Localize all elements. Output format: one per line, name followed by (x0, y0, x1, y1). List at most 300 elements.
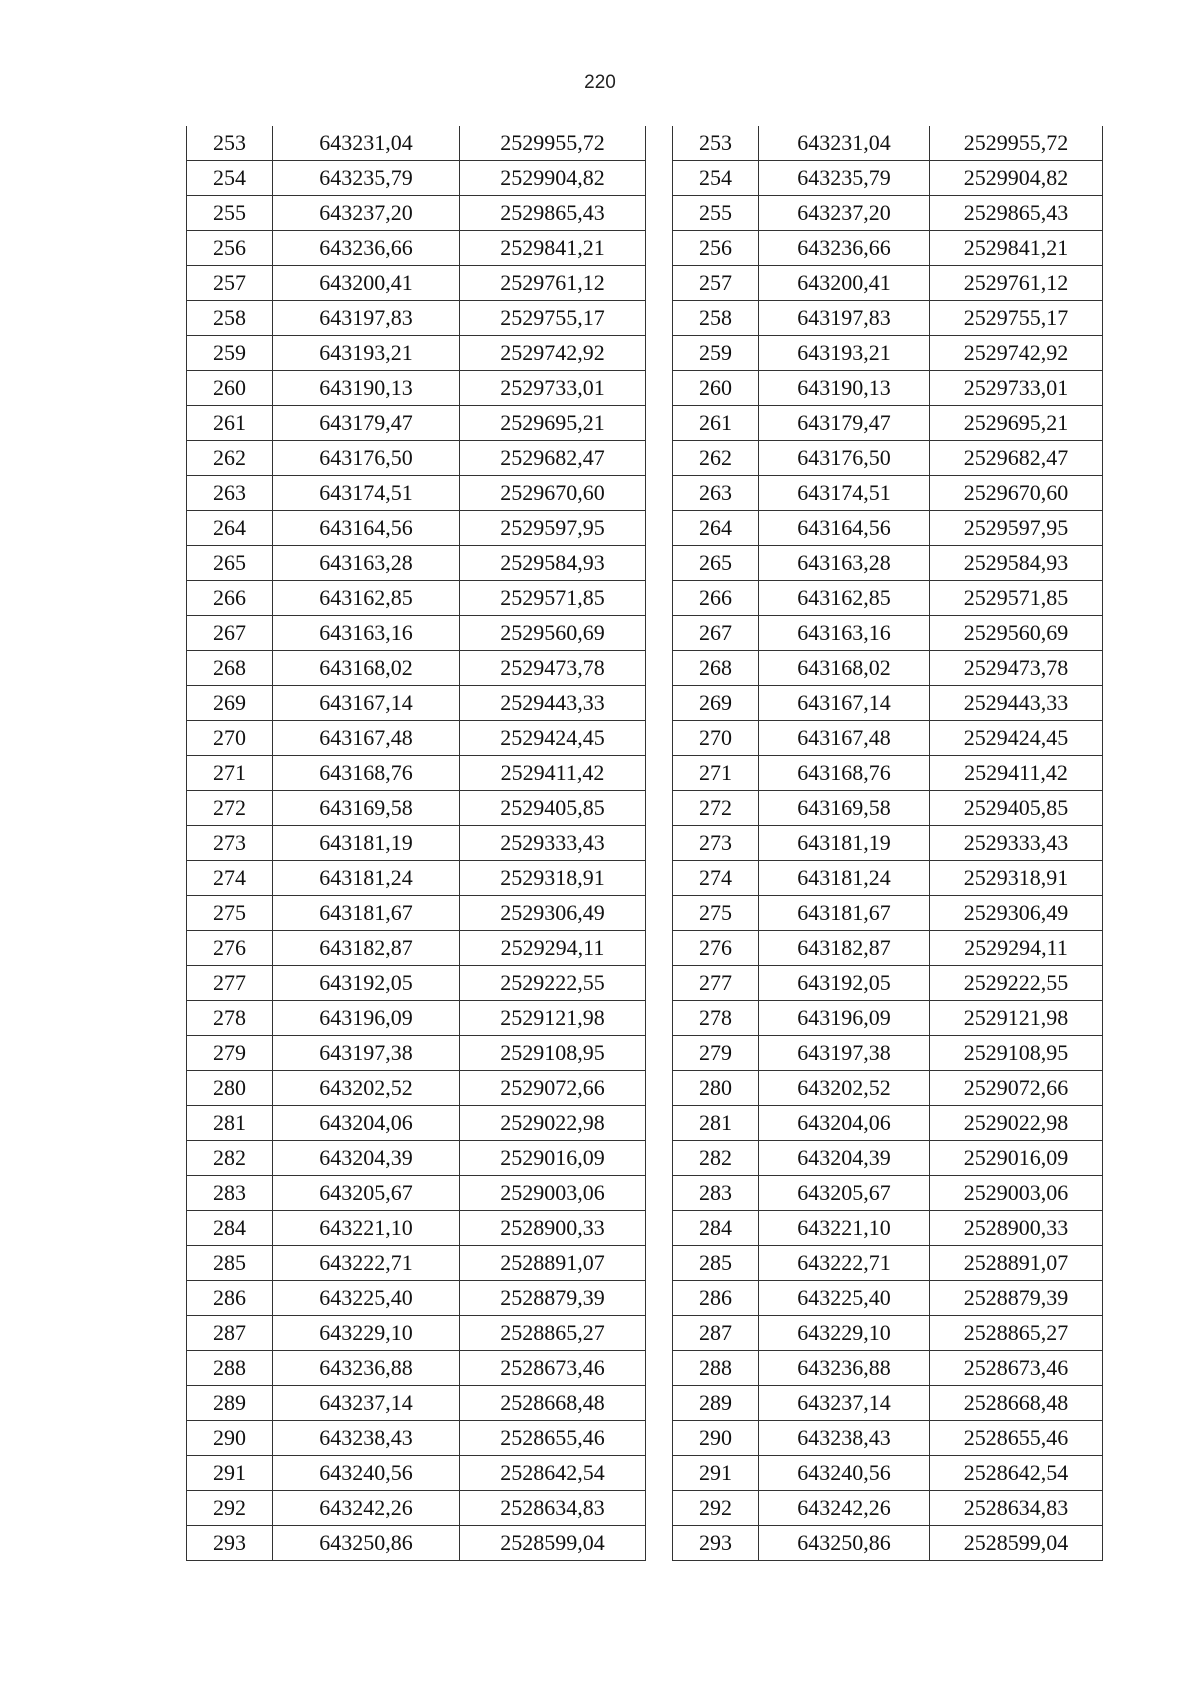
x-coordinate-cell: 643238,43 (759, 1421, 930, 1456)
x-coordinate-cell: 643176,50 (273, 441, 460, 476)
point-number-cell: 273 (673, 826, 759, 861)
y-coordinate-cell: 2529584,93 (460, 546, 646, 581)
table-row (187, 1351, 646, 1386)
x-coordinate-cell: 643193,21 (759, 336, 930, 371)
x-coordinate-cell: 643240,56 (759, 1456, 930, 1491)
y-coordinate-cell: 2529742,92 (930, 336, 1103, 371)
y-coordinate-cell: 2528891,07 (460, 1246, 646, 1281)
table-row (673, 406, 1103, 441)
point-number-cell: 277 (673, 966, 759, 1001)
point-number-cell: 271 (187, 756, 273, 791)
x-coordinate-cell: 643181,19 (273, 826, 460, 861)
x-coordinate-cell: 643193,21 (273, 336, 460, 371)
y-coordinate-cell: 2529584,93 (930, 546, 1103, 581)
table-row (673, 511, 1103, 546)
y-coordinate-cell: 2528599,04 (460, 1526, 646, 1561)
point-number-cell: 254 (673, 161, 759, 196)
x-coordinate-cell: 643205,67 (759, 1176, 930, 1211)
y-coordinate-cell: 2529318,91 (460, 861, 646, 896)
y-coordinate-cell: 2529841,21 (460, 231, 646, 266)
point-number-cell: 289 (187, 1386, 273, 1421)
coordinates-table-left (186, 126, 646, 1561)
y-coordinate-cell: 2529670,60 (460, 476, 646, 511)
y-coordinate-cell: 2529306,49 (460, 896, 646, 931)
y-coordinate-cell: 2529682,47 (460, 441, 646, 476)
table-row (187, 721, 646, 756)
x-coordinate-cell: 643236,88 (273, 1351, 460, 1386)
x-coordinate-cell: 643237,20 (759, 196, 930, 231)
table-row (673, 651, 1103, 686)
y-coordinate-cell: 2529424,45 (930, 721, 1103, 756)
table-row (673, 1071, 1103, 1106)
point-number-cell: 276 (673, 931, 759, 966)
y-coordinate-cell: 2529003,06 (930, 1176, 1103, 1211)
x-coordinate-cell: 643197,38 (273, 1036, 460, 1071)
table-row (187, 791, 646, 826)
x-coordinate-cell: 643163,16 (273, 616, 460, 651)
y-coordinate-cell: 2529733,01 (460, 371, 646, 406)
x-coordinate-cell: 643162,85 (759, 581, 930, 616)
y-coordinate-cell: 2529222,55 (930, 966, 1103, 1001)
x-coordinate-cell: 643225,40 (759, 1281, 930, 1316)
point-number-cell: 291 (187, 1456, 273, 1491)
y-coordinate-cell: 2529294,11 (460, 931, 646, 966)
table-row (673, 791, 1103, 826)
table-row (187, 266, 646, 301)
table-row (187, 1456, 646, 1491)
y-coordinate-cell: 2529682,47 (930, 441, 1103, 476)
point-number-cell: 292 (673, 1491, 759, 1526)
y-coordinate-cell: 2529121,98 (930, 1001, 1103, 1036)
point-number-cell: 286 (673, 1281, 759, 1316)
x-coordinate-cell: 643168,02 (273, 651, 460, 686)
table-row (673, 861, 1103, 896)
table-row (673, 721, 1103, 756)
point-number-cell: 258 (673, 301, 759, 336)
x-coordinate-cell: 643167,14 (273, 686, 460, 721)
y-coordinate-cell: 2528673,46 (460, 1351, 646, 1386)
point-number-cell: 265 (187, 546, 273, 581)
x-coordinate-cell: 643179,47 (759, 406, 930, 441)
table-row (673, 301, 1103, 336)
x-coordinate-cell: 643197,83 (759, 301, 930, 336)
point-number-cell: 270 (673, 721, 759, 756)
table-row (187, 371, 646, 406)
point-number-cell: 272 (673, 791, 759, 826)
table-row (673, 196, 1103, 231)
y-coordinate-cell: 2529755,17 (930, 301, 1103, 336)
point-number-cell: 274 (187, 861, 273, 896)
table-row (187, 616, 646, 651)
point-number-cell: 270 (187, 721, 273, 756)
point-number-cell: 273 (187, 826, 273, 861)
y-coordinate-cell: 2528655,46 (460, 1421, 646, 1456)
table-row (187, 196, 646, 231)
x-coordinate-cell: 643196,09 (273, 1001, 460, 1036)
table-row (187, 1071, 646, 1106)
x-coordinate-cell: 643221,10 (273, 1211, 460, 1246)
x-coordinate-cell: 643235,79 (273, 161, 460, 196)
x-coordinate-cell: 643181,19 (759, 826, 930, 861)
table-row (673, 581, 1103, 616)
y-coordinate-cell: 2528879,39 (930, 1281, 1103, 1316)
table-row (187, 1421, 646, 1456)
x-coordinate-cell: 643204,06 (273, 1106, 460, 1141)
point-number-cell: 287 (187, 1316, 273, 1351)
y-coordinate-cell: 2528655,46 (930, 1421, 1103, 1456)
point-number-cell: 253 (187, 126, 273, 161)
point-number-cell: 275 (673, 896, 759, 931)
y-coordinate-cell: 2529016,09 (930, 1141, 1103, 1176)
y-coordinate-cell: 2529597,95 (460, 511, 646, 546)
x-coordinate-cell: 643164,56 (759, 511, 930, 546)
point-number-cell: 282 (673, 1141, 759, 1176)
x-coordinate-cell: 643200,41 (273, 266, 460, 301)
point-number-cell: 283 (673, 1176, 759, 1211)
table-row (673, 161, 1103, 196)
x-coordinate-cell: 643250,86 (273, 1526, 460, 1561)
point-number-cell: 280 (187, 1071, 273, 1106)
y-coordinate-cell: 2529424,45 (460, 721, 646, 756)
table-row (187, 966, 646, 1001)
point-number-cell: 258 (187, 301, 273, 336)
table-row (187, 931, 646, 966)
table-row (673, 266, 1103, 301)
x-coordinate-cell: 643202,52 (273, 1071, 460, 1106)
point-number-cell: 265 (673, 546, 759, 581)
x-coordinate-cell: 643242,26 (759, 1491, 930, 1526)
table-row (673, 931, 1103, 966)
y-coordinate-cell: 2529411,42 (930, 756, 1103, 791)
y-coordinate-cell: 2529022,98 (460, 1106, 646, 1141)
table-row (187, 336, 646, 371)
y-coordinate-cell: 2529571,85 (930, 581, 1103, 616)
x-coordinate-cell: 643182,87 (273, 931, 460, 966)
y-coordinate-cell: 2528599,04 (930, 1526, 1103, 1561)
x-coordinate-cell: 643192,05 (759, 966, 930, 1001)
coordinates-table-body (673, 126, 1103, 1561)
y-coordinate-cell: 2529306,49 (930, 896, 1103, 931)
point-number-cell: 257 (187, 266, 273, 301)
table-row (187, 1211, 646, 1246)
table-row (187, 1386, 646, 1421)
y-coordinate-cell: 2529072,66 (460, 1071, 646, 1106)
point-number-cell: 269 (187, 686, 273, 721)
point-number-cell: 278 (187, 1001, 273, 1036)
y-coordinate-cell: 2529016,09 (460, 1141, 646, 1176)
x-coordinate-cell: 643181,24 (759, 861, 930, 896)
x-coordinate-cell: 643163,16 (759, 616, 930, 651)
table-row (187, 546, 646, 581)
point-number-cell: 288 (673, 1351, 759, 1386)
table-row (673, 1421, 1103, 1456)
point-number-cell: 269 (673, 686, 759, 721)
x-coordinate-cell: 643162,85 (273, 581, 460, 616)
table-row (673, 126, 1103, 161)
x-coordinate-cell: 643190,13 (273, 371, 460, 406)
table-row (673, 1176, 1103, 1211)
y-coordinate-cell: 2529411,42 (460, 756, 646, 791)
point-number-cell: 255 (187, 196, 273, 231)
table-row (187, 651, 646, 686)
x-coordinate-cell: 643250,86 (759, 1526, 930, 1561)
x-coordinate-cell: 643231,04 (273, 126, 460, 161)
point-number-cell: 285 (673, 1246, 759, 1281)
point-number-cell: 281 (187, 1106, 273, 1141)
x-coordinate-cell: 643196,09 (759, 1001, 930, 1036)
x-coordinate-cell: 643229,10 (273, 1316, 460, 1351)
table-row (673, 1351, 1103, 1386)
x-coordinate-cell: 643192,05 (273, 966, 460, 1001)
table-row (187, 161, 646, 196)
y-coordinate-cell: 2529955,72 (460, 126, 646, 161)
y-coordinate-cell: 2529405,85 (460, 791, 646, 826)
x-coordinate-cell: 643231,04 (759, 126, 930, 161)
table-row (673, 1036, 1103, 1071)
x-coordinate-cell: 643181,24 (273, 861, 460, 896)
y-coordinate-cell: 2529560,69 (460, 616, 646, 651)
point-number-cell: 253 (673, 126, 759, 161)
x-coordinate-cell: 643240,56 (273, 1456, 460, 1491)
table-row (673, 1141, 1103, 1176)
x-coordinate-cell: 643167,14 (759, 686, 930, 721)
x-coordinate-cell: 643167,48 (759, 721, 930, 756)
table-row (673, 1386, 1103, 1421)
point-number-cell: 254 (187, 161, 273, 196)
x-coordinate-cell: 643204,39 (759, 1141, 930, 1176)
table-row (187, 441, 646, 476)
y-coordinate-cell: 2529904,82 (930, 161, 1103, 196)
point-number-cell: 261 (187, 406, 273, 441)
point-number-cell: 288 (187, 1351, 273, 1386)
table-row (187, 511, 646, 546)
table-row (187, 231, 646, 266)
table-row (187, 826, 646, 861)
x-coordinate-cell: 643235,79 (759, 161, 930, 196)
table-row (187, 896, 646, 931)
point-number-cell: 278 (673, 1001, 759, 1036)
table-row (673, 1001, 1103, 1036)
table-row (673, 231, 1103, 266)
x-coordinate-cell: 643174,51 (759, 476, 930, 511)
table-row (673, 1456, 1103, 1491)
x-coordinate-cell: 643174,51 (273, 476, 460, 511)
x-coordinate-cell: 643237,14 (273, 1386, 460, 1421)
point-number-cell: 268 (673, 651, 759, 686)
y-coordinate-cell: 2529222,55 (460, 966, 646, 1001)
point-number-cell: 268 (187, 651, 273, 686)
x-coordinate-cell: 643205,67 (273, 1176, 460, 1211)
table-row (187, 861, 646, 896)
y-coordinate-cell: 2529108,95 (930, 1036, 1103, 1071)
point-number-cell: 263 (673, 476, 759, 511)
x-coordinate-cell: 643169,58 (759, 791, 930, 826)
x-coordinate-cell: 643179,47 (273, 406, 460, 441)
x-coordinate-cell: 643197,83 (273, 301, 460, 336)
x-coordinate-cell: 643168,76 (759, 756, 930, 791)
y-coordinate-cell: 2529333,43 (460, 826, 646, 861)
point-number-cell: 263 (187, 476, 273, 511)
point-number-cell: 284 (187, 1211, 273, 1246)
y-coordinate-cell: 2529022,98 (930, 1106, 1103, 1141)
y-coordinate-cell: 2528891,07 (930, 1246, 1103, 1281)
point-number-cell: 259 (673, 336, 759, 371)
x-coordinate-cell: 643222,71 (759, 1246, 930, 1281)
point-number-cell: 284 (673, 1211, 759, 1246)
table-row (187, 1316, 646, 1351)
x-coordinate-cell: 643238,43 (273, 1421, 460, 1456)
x-coordinate-cell: 643168,76 (273, 756, 460, 791)
x-coordinate-cell: 643204,39 (273, 1141, 460, 1176)
x-coordinate-cell: 643242,26 (273, 1491, 460, 1526)
point-number-cell: 255 (673, 196, 759, 231)
table-row (673, 476, 1103, 511)
table-row (673, 686, 1103, 721)
y-coordinate-cell: 2528668,48 (460, 1386, 646, 1421)
point-number-cell: 293 (187, 1526, 273, 1561)
table-row (187, 1141, 646, 1176)
x-coordinate-cell: 643163,28 (759, 546, 930, 581)
x-coordinate-cell: 643163,28 (273, 546, 460, 581)
y-coordinate-cell: 2529841,21 (930, 231, 1103, 266)
point-number-cell: 266 (187, 581, 273, 616)
x-coordinate-cell: 643221,10 (759, 1211, 930, 1246)
point-number-cell: 279 (187, 1036, 273, 1071)
table-row (187, 1281, 646, 1316)
y-coordinate-cell: 2529473,78 (460, 651, 646, 686)
point-number-cell: 282 (187, 1141, 273, 1176)
y-coordinate-cell: 2529597,95 (930, 511, 1103, 546)
x-coordinate-cell: 643229,10 (759, 1316, 930, 1351)
y-coordinate-cell: 2528634,83 (460, 1491, 646, 1526)
point-number-cell: 260 (187, 371, 273, 406)
table-row (673, 1106, 1103, 1141)
table-row (187, 1526, 646, 1561)
y-coordinate-cell: 2529318,91 (930, 861, 1103, 896)
x-coordinate-cell: 643182,87 (759, 931, 930, 966)
y-coordinate-cell: 2528642,54 (460, 1456, 646, 1491)
y-coordinate-cell: 2529733,01 (930, 371, 1103, 406)
table-row (673, 1246, 1103, 1281)
point-number-cell: 289 (673, 1386, 759, 1421)
table-row (187, 581, 646, 616)
y-coordinate-cell: 2529955,72 (930, 126, 1103, 161)
table-row (187, 1106, 646, 1141)
y-coordinate-cell: 2529405,85 (930, 791, 1103, 826)
table-row (673, 616, 1103, 651)
y-coordinate-cell: 2529904,82 (460, 161, 646, 196)
x-coordinate-cell: 643200,41 (759, 266, 930, 301)
y-coordinate-cell: 2528865,27 (930, 1316, 1103, 1351)
y-coordinate-cell: 2528634,83 (930, 1491, 1103, 1526)
table-row (187, 1176, 646, 1211)
y-coordinate-cell: 2529294,11 (930, 931, 1103, 966)
y-coordinate-cell: 2528673,46 (930, 1351, 1103, 1386)
point-number-cell: 274 (673, 861, 759, 896)
y-coordinate-cell: 2529865,43 (930, 196, 1103, 231)
y-coordinate-cell: 2528668,48 (930, 1386, 1103, 1421)
table-row (673, 1316, 1103, 1351)
y-coordinate-cell: 2528900,33 (460, 1211, 646, 1246)
point-number-cell: 271 (673, 756, 759, 791)
y-coordinate-cell: 2529755,17 (460, 301, 646, 336)
x-coordinate-cell: 643225,40 (273, 1281, 460, 1316)
point-number-cell: 293 (673, 1526, 759, 1561)
x-coordinate-cell: 643236,66 (273, 231, 460, 266)
point-number-cell: 290 (187, 1421, 273, 1456)
x-coordinate-cell: 643236,66 (759, 231, 930, 266)
table-row (673, 826, 1103, 861)
table-row (673, 1491, 1103, 1526)
y-coordinate-cell: 2529443,33 (460, 686, 646, 721)
y-coordinate-cell: 2529108,95 (460, 1036, 646, 1071)
y-coordinate-cell: 2529072,66 (930, 1071, 1103, 1106)
y-coordinate-cell: 2529121,98 (460, 1001, 646, 1036)
table-row (673, 1211, 1103, 1246)
point-number-cell: 262 (187, 441, 273, 476)
y-coordinate-cell: 2528900,33 (930, 1211, 1103, 1246)
point-number-cell: 262 (673, 441, 759, 476)
y-coordinate-cell: 2529003,06 (460, 1176, 646, 1211)
point-number-cell: 281 (673, 1106, 759, 1141)
x-coordinate-cell: 643222,71 (273, 1246, 460, 1281)
x-coordinate-cell: 643176,50 (759, 441, 930, 476)
table-row (673, 896, 1103, 931)
table-row (673, 966, 1103, 1001)
point-number-cell: 264 (673, 511, 759, 546)
y-coordinate-cell: 2529695,21 (460, 406, 646, 441)
table-row (673, 546, 1103, 581)
x-coordinate-cell: 643168,02 (759, 651, 930, 686)
table-row (187, 476, 646, 511)
x-coordinate-cell: 643202,52 (759, 1071, 930, 1106)
point-number-cell: 292 (187, 1491, 273, 1526)
page-number: 220 (584, 72, 616, 93)
y-coordinate-cell: 2529571,85 (460, 581, 646, 616)
y-coordinate-cell: 2529865,43 (460, 196, 646, 231)
table-row (673, 371, 1103, 406)
point-number-cell: 276 (187, 931, 273, 966)
point-number-cell: 283 (187, 1176, 273, 1211)
point-number-cell: 290 (673, 1421, 759, 1456)
point-number-cell: 256 (673, 231, 759, 266)
table-row (187, 301, 646, 336)
point-number-cell: 264 (187, 511, 273, 546)
x-coordinate-cell: 643167,48 (273, 721, 460, 756)
x-coordinate-cell: 643169,58 (273, 791, 460, 826)
table-row (187, 756, 646, 791)
y-coordinate-cell: 2529560,69 (930, 616, 1103, 651)
table-row (673, 1281, 1103, 1316)
y-coordinate-cell: 2529473,78 (930, 651, 1103, 686)
point-number-cell: 279 (673, 1036, 759, 1071)
point-number-cell: 266 (673, 581, 759, 616)
x-coordinate-cell: 643181,67 (759, 896, 930, 931)
table-row (187, 1036, 646, 1071)
table-row (187, 1246, 646, 1281)
point-number-cell: 256 (187, 231, 273, 266)
table-row (187, 1001, 646, 1036)
x-coordinate-cell: 643237,14 (759, 1386, 930, 1421)
table-row (187, 686, 646, 721)
point-number-cell: 260 (673, 371, 759, 406)
y-coordinate-cell: 2528642,54 (930, 1456, 1103, 1491)
x-coordinate-cell: 643197,38 (759, 1036, 930, 1071)
point-number-cell: 261 (673, 406, 759, 441)
table-row (187, 406, 646, 441)
y-coordinate-cell: 2529761,12 (930, 266, 1103, 301)
y-coordinate-cell: 2528879,39 (460, 1281, 646, 1316)
